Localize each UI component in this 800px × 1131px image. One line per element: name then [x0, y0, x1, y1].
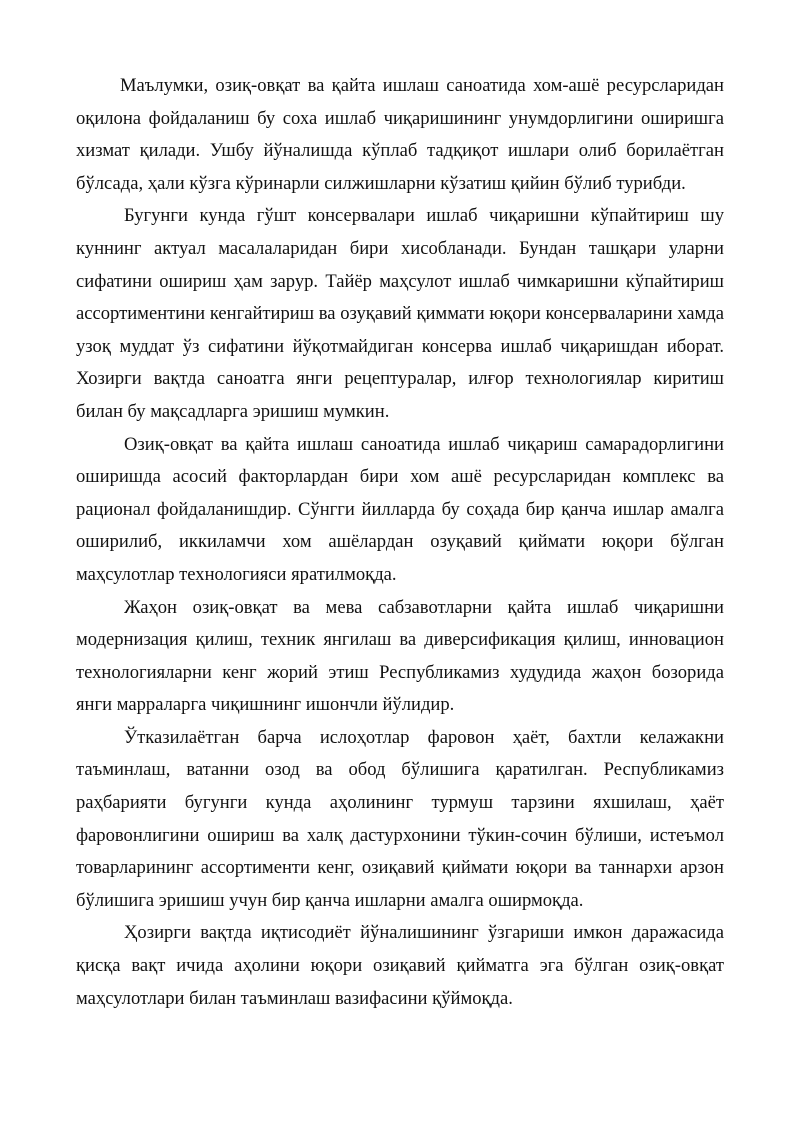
paragraph-1: Маълумки, озиқ-овқат ва қайта ишлаш саноатида хом-ашё ресурсларидан оқилона фойдаланиш бу соха ишлаб чиқаришининг унумдорлигини оширишга хизмат қилади. Ушбу йўналишда кўплаб тадқиқот ишлари олиб борилаётган бўлсада, ҳали кўзга кўринарли силжишларни кўзатиш қийин бўлиб турибди. — [76, 75, 724, 194]
paragraph-4: Жаҳон озиқ-овқат ва мева сабзавотларни қайта ишлаб чиқаришни модернизация қилиш, техник янгилаш ва диверсификация қилиш, инновацион технологияларни кенг жорий этиш Республикамиз худудида жаҳон бозорида янги марраларга чиқишнинг ишончли йўлидир. — [76, 596, 724, 716]
paragraph-3: Озиқ-овқат ва қайта ишлаш саноатида ишлаб чиқариш самарадорлигини оширишда асосий факторлардан бири хом ашё ресурсларидан комплекс ва рационал фойдаланишдир. Сўнгги йилларда бу соҳада бир қанча ишлар амалга оширилиб, иккиламчи хом ашёлардан озуқавий қиймати юқори бўлган маҳсулотлар технологияси яратилмоқда. — [76, 433, 724, 585]
paragraph-5: Ўтказилаётган барча ислоҳотлар фаровон ҳаёт, бахтли келажакни таъминлаш, ватанни озод ва обод бўлишига қаратилган. Республикамиз раҳбарияти бугунги кунда аҳолининг турмуш тарзини яхшилаш, ҳаёт фаровонлигини ошириш ва халқ дастурхонини тўкин-сочин бўлиши, истеъмол товарларининг ассортименти кенг, озиқавий қиймати юқори ва таннархи арзон бўлишига эришиш учун бир қанча ишларни амалга оширмоқда. — [76, 726, 724, 911]
paragraph-2: Бугунги кунда гўшт консервалари ишлаб чиқаришни кўпайтириш шу куннинг актуал масалаларидан бири хисобланади. Бундан ташқари уларни сифатини ошириш ҳам зарур. Тайёр маҳсулот ишлаб чимкаришни кўпайтириш ассортиментини кенгайтириш ва озуқавий қиммати юқори консерваларини хамда узоқ муддат ўз сифатини йўқотмайдиган консерва ишлаб чиқаришдан иборат. Хозирги вақтда саноатга янги рецептуралар, илғор технологиялар киритиш билан бу мақсадларга эришиш мумкин. — [76, 205, 724, 422]
paragraph-6: Ҳозирги вақтда иқтисодиёт йўналишининг ўзгариши имкон даражасида қисқа вақт ичида аҳолини юқори озиқавий қийматга эга бўлган озиқ-овқат маҳсулотлари билан таъминлаш вазифасини қўймоқда. — [76, 922, 724, 1009]
document-page — [76, 70, 724, 1015]
